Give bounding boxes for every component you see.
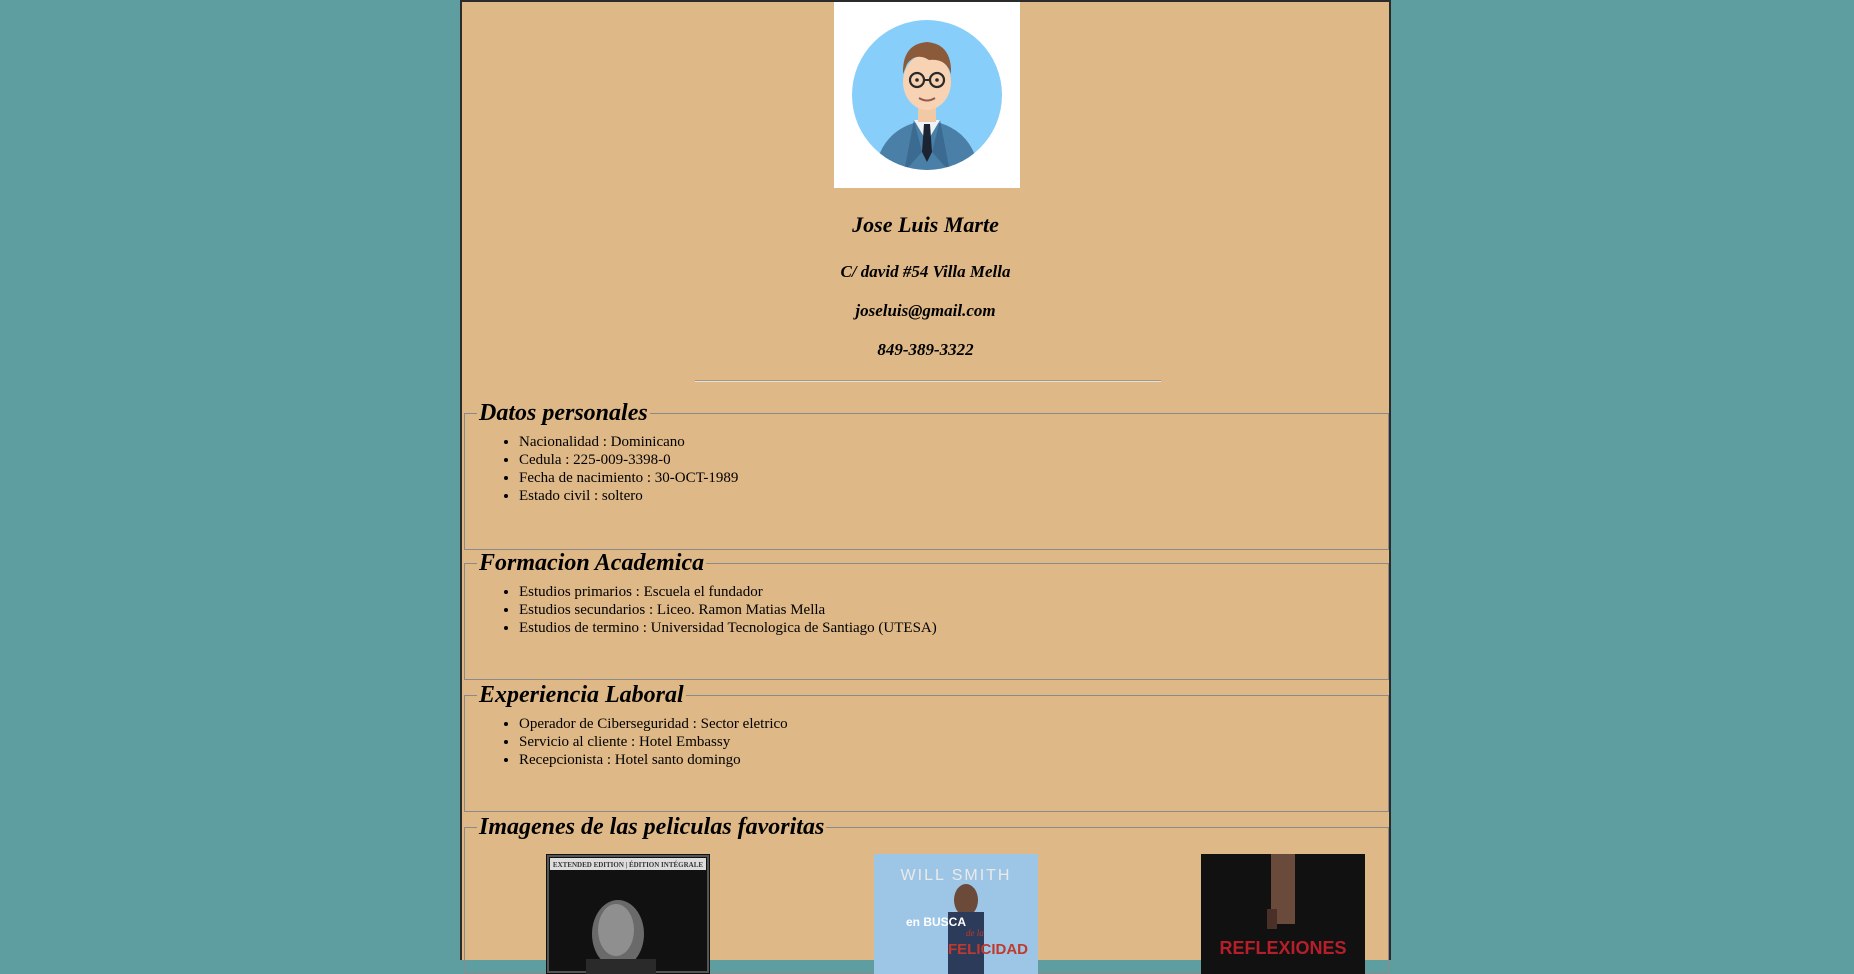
poster-top-text: EXTENDED EDITION | ÉDITION INTÉGRALE — [552, 861, 704, 869]
avatar — [834, 2, 1020, 188]
person-avatar-icon — [834, 2, 1020, 188]
list-item: • Servicio al cliente : Hotel Embassy — [519, 733, 1388, 751]
list-item: • Fecha de nacimiento : 30-OCT-1989 — [519, 469, 1388, 487]
section-title: Experiencia Laboral — [479, 682, 684, 708]
poster-title: en BUSCA — [906, 915, 967, 929]
poster-title-3: FELICIDAD — [948, 941, 1028, 958]
section-title: Datos personales — [479, 400, 648, 426]
list-item: • Estado civil : soltero — [519, 487, 1388, 505]
movie-poster — [546, 854, 710, 974]
list-item: • Estudios de termino : Universidad Tecnologica de Santiago (UTESA) — [519, 619, 1388, 637]
personal-data-section — [464, 400, 1389, 550]
phone: 849-389-3322 — [877, 340, 974, 359]
list-item: • Recepcionista : Hotel santo domingo — [519, 751, 1388, 769]
poster-title: REFLEXIONES — [1219, 938, 1347, 958]
movie-poster — [1201, 854, 1365, 974]
list-item: • Cedula : 225-009-3398-0 — [519, 451, 1388, 469]
address: C/ david #54 Villa Mella — [840, 262, 1011, 281]
list-item: • Estudios secundarios : Liceo. Ramon Matias Mella — [519, 601, 1388, 619]
list-item: • Estudios primarios : Escuela el fundador — [519, 583, 1388, 601]
person-name: Jose Luis Marte — [852, 212, 999, 237]
list-item: • Operador de Ciberseguridad : Sector eletrico — [519, 715, 1388, 733]
poster-title-2: de la — [966, 928, 984, 938]
poster-top-text: WILL SMITH — [900, 867, 1012, 884]
section-title: Formacion Academica — [479, 550, 705, 576]
resume-page — [460, 0, 1391, 960]
experience-section — [464, 682, 1389, 812]
email: joseluis@gmail.com — [855, 301, 996, 320]
divider — [695, 380, 1161, 382]
section-title: Imagenes de las peliculas favoritas — [479, 814, 825, 840]
movie-poster — [874, 854, 1038, 974]
list-item: • Nacionalidad : Dominicano — [519, 433, 1388, 451]
education-section — [464, 550, 1389, 680]
